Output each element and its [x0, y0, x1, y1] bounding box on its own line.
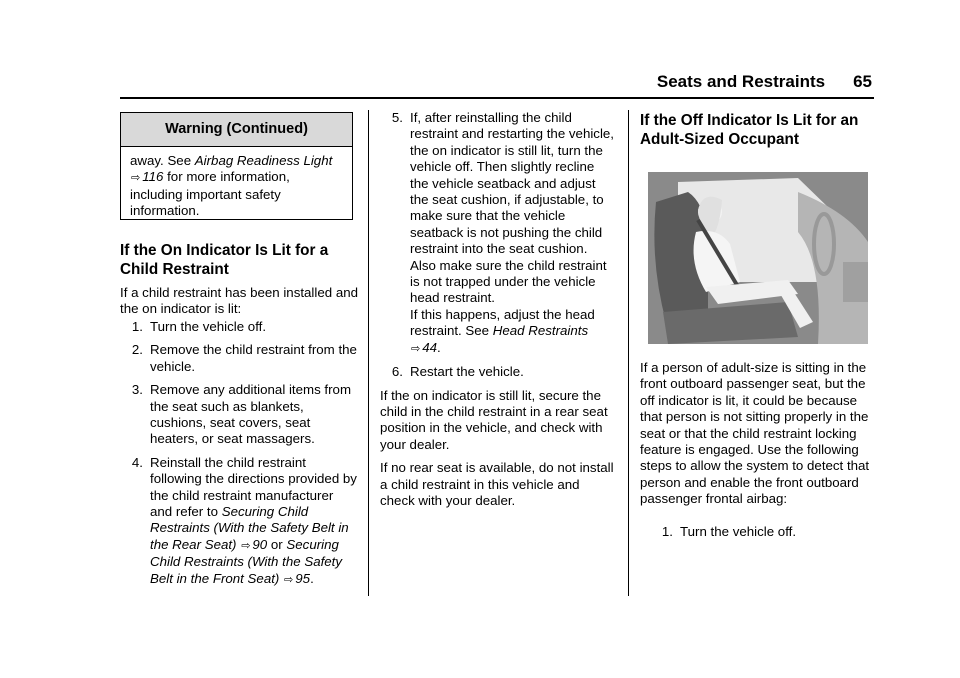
page-ref[interactable]: 116	[142, 169, 164, 185]
list-item: 1. Turn the vehicle off.	[131, 319, 267, 334]
page-number: 65	[853, 72, 872, 91]
column-divider	[628, 110, 629, 596]
illustration-image	[648, 172, 868, 344]
list-item: 5. If, after reinstalling the child restraint and restarting the vehicle, the on indicator is still lit, turn the vehicle off. Then slightly recline the vehicle seatback and adjust the seat cushion, if adjustable, to make sure that the vehicle seatback is not pushing the child restraint into the seat cushion. Also make sure the child restraint is not trapped under the vehicle head restraint. If this happens, adjust the head restraint. See Head Restraints ⇨ 44.	[391, 110, 614, 355]
steps-list	[640, 524, 876, 540]
warning-title: Warning (Continued)	[121, 113, 352, 147]
section-title: Seats and Restraints	[656, 72, 826, 91]
section-heading: If the Off Indicator Is Lit for an Adult-Sized Occupant	[640, 112, 859, 148]
page-header	[657, 72, 872, 92]
steps-list	[120, 319, 358, 588]
paragraph: If no rear seat is available, do not install a child restraint in this vehicle and check with your dealer.	[380, 460, 614, 508]
column-divider	[368, 110, 369, 596]
xref-link[interactable]: Securing Child Restraints (With the Safety Belt in the Rear Seat)	[150, 504, 349, 552]
list-item: 1. Turn the vehicle off.	[661, 524, 797, 539]
section-heading: If the On Indicator Is Lit for a Child Restraint	[120, 242, 329, 278]
page-ref-icon: ⇨	[241, 539, 251, 552]
occupant-illustration	[648, 172, 868, 344]
page-ref[interactable]: 44	[422, 339, 438, 355]
paragraph: If the on indicator is still lit, secure the child in the child restraint in a rear seat position in the vehicle, and check with your dealer.	[380, 387, 608, 452]
xref-link[interactable]: Airbag Readiness Light	[194, 153, 333, 168]
list-item: 2. Remove the child restraint from the vehicle.	[131, 342, 357, 374]
page-ref[interactable]: 95	[295, 570, 311, 586]
header-rule	[120, 97, 874, 99]
page-ref-icon: ⇨	[131, 172, 141, 185]
warning-box	[120, 112, 353, 220]
page-ref[interactable]: 90	[252, 536, 268, 552]
page-ref-icon: ⇨	[411, 342, 421, 355]
list-item: 4. Reinstall the child restraint following the directions provided by the child restraint manufacturer and refer to Securing Child Restraints (With the Safety Belt in the Rear Seat) ⇨ 90 or Securing Child Restraints (With the Safety Belt in the Front Seat) ⇨ 95.	[131, 454, 357, 586]
xref-link[interactable]: Head Restraints	[492, 323, 589, 339]
list-item: 3. Remove any additional items from the seat such as blankets, cushions, seat covers, seat heaters, or seat massagers.	[131, 382, 352, 447]
steps-list	[380, 110, 616, 509]
paragraph: If a child restraint has been installed and the on indicator is lit:	[120, 285, 359, 317]
paragraph: If a person of adult-size is sitting in the front outboard passenger seat, but the off indicator is lit, it could be because that person is not sitting properly in the seat or that the child restraint locking feature is engaged. Use the following steps to allow the system to detect that person and enable the front outboard passenger frontal airbag:	[640, 360, 870, 507]
list-item: 6. Restart the vehicle.	[391, 364, 524, 380]
xref-link[interactable]: Securing Child Restraints (With the Safety Belt in the Front Seat)	[150, 536, 343, 586]
warning-body: away. See Airbag Readiness Light ⇨ 116 for more information, including important safety information.	[130, 153, 333, 219]
page-ref-icon: ⇨	[284, 573, 294, 586]
